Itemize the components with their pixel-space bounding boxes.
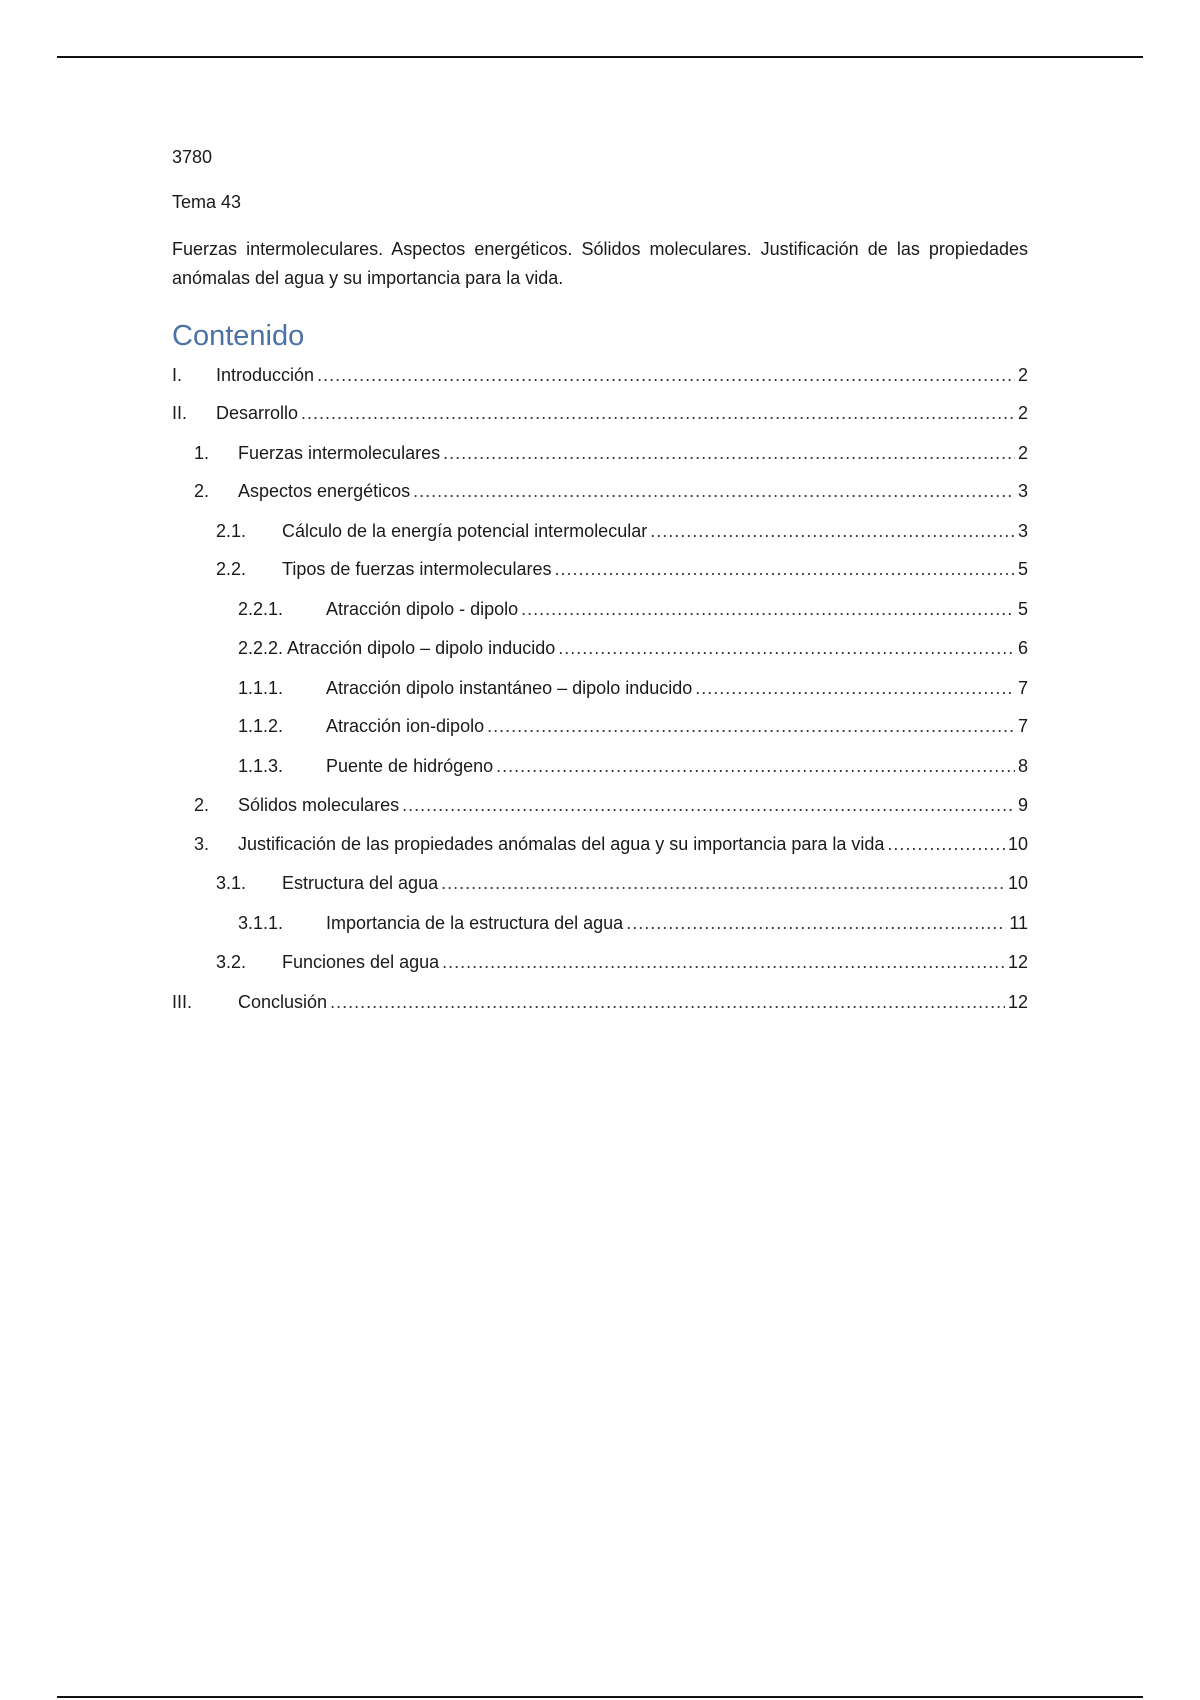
toc-entry-number: 2.1.	[216, 521, 247, 541]
toc-leader	[650, 519, 1015, 543]
toc-entry-number: 2.	[194, 795, 210, 815]
toc-entry-label: Cálculo de la energía potencial intermolecular	[282, 521, 648, 541]
toc-entry-label: Justificación de las propiedades anómalas del agua y su importancia para la vida	[238, 834, 885, 854]
toc-entry-number: 3.	[194, 834, 210, 854]
toc-entry-label: Funciones del agua	[282, 952, 440, 972]
toc-entry-number: 1.1.2.	[238, 716, 284, 736]
toc-entry-number: I.	[172, 365, 183, 385]
toc-entry-page: 6	[1017, 638, 1028, 658]
toc-leader	[558, 636, 1015, 660]
toc-leader	[330, 990, 1005, 1014]
toc-entry-label: Estructura del agua	[282, 873, 439, 893]
toc-leader	[554, 557, 1015, 581]
toc-entry-number: 3.1.1.	[238, 913, 284, 933]
toc-entry-estructura-agua[interactable]	[216, 871, 1028, 895]
toc-entry-importancia-estructura[interactable]	[238, 911, 1028, 935]
toc-entry-ion-dipolo[interactable]	[238, 714, 1028, 738]
toc-leader	[301, 401, 1015, 425]
toc-entry-page: 12	[1007, 992, 1028, 1012]
toc-leader	[887, 832, 1005, 856]
toc-entry-label: Sólidos moleculares	[238, 795, 400, 815]
toc-entry-number: III.	[172, 992, 193, 1012]
toc-leader	[626, 911, 1006, 935]
toc-leader	[443, 441, 1015, 465]
footer-rule	[57, 1696, 1143, 1698]
toc-entry-page: 5	[1017, 559, 1028, 579]
toc-entry-fuerzas-intermoleculares[interactable]	[194, 441, 1028, 465]
toc-entry-funciones-agua[interactable]	[216, 950, 1028, 974]
toc-entry-label: Aspectos energéticos	[238, 481, 411, 501]
toc-entry-page: 10	[1007, 834, 1028, 854]
toc-entry-number: 1.1.3.	[238, 756, 284, 776]
document-code: 3780	[172, 147, 213, 167]
toc-entry-page: 7	[1017, 716, 1028, 736]
toc-leader	[496, 754, 1015, 778]
toc-entry-page: 8	[1017, 756, 1028, 776]
toc-entry-page: 2	[1017, 443, 1028, 463]
toc-entry-number: 2.2.	[216, 559, 247, 579]
toc-entry-label: Atracción ion-dipolo	[326, 716, 485, 736]
toc-entry-label: Atracción dipolo instantáneo – dipolo inducido	[326, 678, 693, 698]
toc-entry-introduccion[interactable]	[172, 363, 1028, 387]
toc-entry-label: Fuerzas intermoleculares	[238, 443, 441, 463]
toc-entry-number: 3.2.	[216, 952, 247, 972]
toc-entry-solidos-moleculares[interactable]	[194, 793, 1028, 817]
toc-leader	[317, 363, 1015, 387]
toc-entry-tipos-fuerzas[interactable]	[216, 557, 1028, 581]
topic-number: Tema 43	[172, 192, 242, 212]
toc-entry-page: 2	[1017, 365, 1028, 385]
toc-entry-label: Introducción	[216, 365, 315, 385]
toc-leader	[413, 479, 1015, 503]
toc-entry-dipolo-dipolo[interactable]	[238, 597, 1028, 621]
toc-entry-dipolo-instantaneo[interactable]	[238, 676, 1028, 700]
toc-entry-page: 11	[1009, 913, 1028, 933]
toc-entry-page: 12	[1007, 952, 1028, 972]
toc-leader	[441, 871, 1005, 895]
toc-entry-page: 9	[1017, 795, 1028, 815]
toc-leader	[442, 950, 1005, 974]
toc-entry-justificacion[interactable]	[194, 832, 1028, 856]
toc-entry-page: 3	[1017, 481, 1028, 501]
toc-entry-number: II.	[172, 403, 188, 423]
toc-entry-label: Puente de hidrógeno	[326, 756, 494, 776]
topic-subject: Fuerzas intermoleculares. Aspectos energéticos. Sólidos moleculares. Justificación de las propiedades anómalas del agua y su importancia para la vida.	[172, 239, 1028, 288]
toc-entry-puente-hidrogeno[interactable]	[238, 754, 1028, 778]
toc-entry-number: 3.1.	[216, 873, 247, 893]
toc-entry-aspectos-energeticos[interactable]	[194, 479, 1028, 503]
toc-entry-label: Desarrollo	[216, 403, 299, 423]
toc-leader	[402, 793, 1015, 817]
toc-entry-number: 1.1.1.	[238, 678, 284, 698]
toc-entry-page: 3	[1017, 521, 1028, 541]
toc-entry-label: Atracción dipolo - dipolo	[326, 599, 519, 619]
toc-title: Contenido	[172, 320, 305, 352]
toc-entry-label: Importancia de la estructura del agua	[326, 913, 624, 933]
toc-entry-page: 7	[1017, 678, 1028, 698]
toc-leader	[695, 676, 1015, 700]
toc-entry-page: 2	[1017, 403, 1028, 423]
toc-entry-number: 2.2.1.	[238, 599, 284, 619]
toc-entry-conclusion[interactable]	[172, 990, 1028, 1014]
toc-entry-calculo-energia[interactable]	[216, 519, 1028, 543]
toc-entry-page: 5	[1017, 599, 1028, 619]
header-rule	[57, 56, 1143, 58]
toc-entry-label: Tipos de fuerzas intermoleculares	[282, 559, 552, 579]
toc-entry-number: 2.	[194, 481, 210, 501]
toc-entry-number: 1.	[194, 443, 210, 463]
toc-entry-page: 10	[1007, 873, 1028, 893]
toc-leader	[487, 714, 1015, 738]
toc-entry-desarrollo[interactable]	[172, 401, 1028, 425]
toc-leader	[521, 597, 1015, 621]
toc-entry-label: Conclusión	[238, 992, 328, 1012]
toc-entry-dipolo-inducido[interactable]	[238, 636, 1028, 660]
toc-entry-label: 2.2.2. Atracción dipolo – dipolo inducido	[238, 638, 556, 658]
